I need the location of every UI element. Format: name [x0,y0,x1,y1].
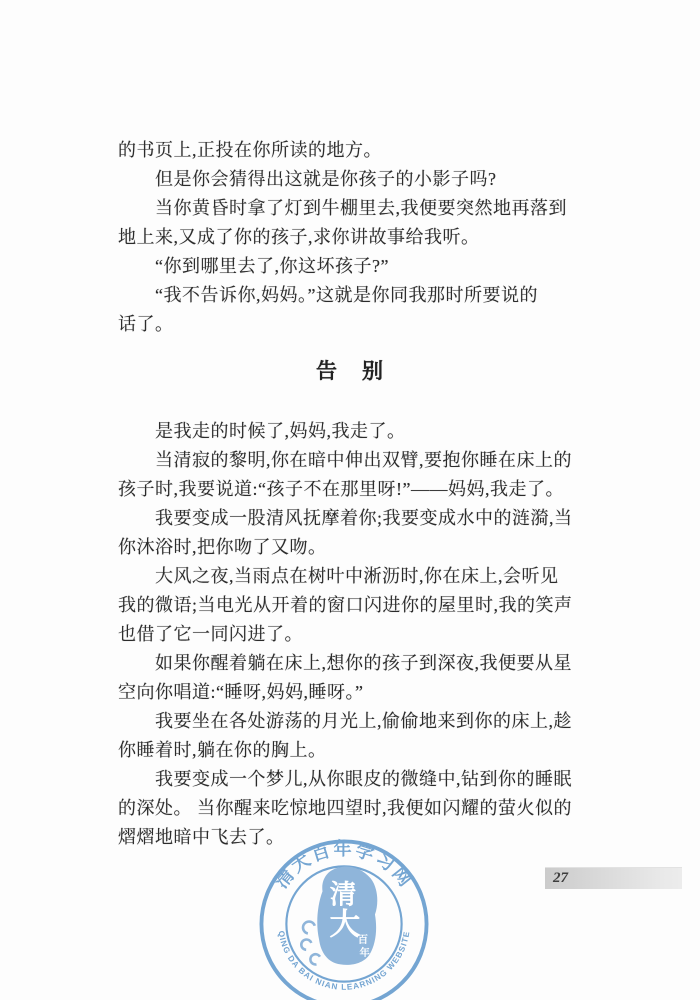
text-line: 空向你唱道:“睡呀,妈妈,睡呀。” [118,682,364,702]
text-line: 当清寂的黎明,你在暗中伸出双臂,要抱你睡在床上的 [155,450,572,470]
text-line: 孩子时,我要说道:“孩子不在那里呀!”——妈妈,我走了。 [118,479,564,499]
seal-main-char-2: 大 [329,906,361,942]
text-line: 你沐浴时,把你吻了又吻。 [118,537,327,557]
text-line: 我要变成一股清风抚摩着你;我要变成水中的涟漪,当 [155,508,573,528]
text-block-before-title [118,136,588,339]
text-line: 当你黄昏时拿了灯到牛棚里去,我便要突然地再落到 [155,198,567,218]
text-line: “我不告诉你,妈妈。”这就是你同我那时所要说的 [155,285,538,305]
page-number: 27 [553,870,568,886]
text-line: 是我走的时候了,妈妈,我走了。 [155,421,406,441]
text-line: 话了。 [118,314,174,334]
seal-english-arc-text: QING DA BAI NIAN LEARNING WEBSITE [276,930,412,992]
watermark-stamp [258,838,430,1000]
text-line: “你到哪里去了,你这坏孩子?” [155,256,389,276]
text-line: 也借了它一同闪进了。 [118,624,303,644]
text-line: 我要坐在各处游荡的月光上,偷偷地来到你的床上,趁 [155,711,572,731]
text-line: 我的微语;当电光从开着的窗口闪进你的屋里时,我的笑声 [118,595,573,615]
seal-chinese-arc-text: 清大百年学习网 [271,839,417,892]
text-line: 如果你醒着躺在床上,想你的孩子到深夜,我便要从星 [155,653,572,673]
text-line: 你睡着时,躺在你的胸上。 [118,740,327,760]
text-line: 的深处。 当你醒来吃惊地四望时,我便如闪耀的萤火似的 [118,798,572,818]
seal-icon [258,838,430,1000]
text-block-after-title [118,417,588,852]
text-line: 熠熠地暗中飞去了。 [118,827,285,847]
seal-sub-char-2: 年 [359,947,370,959]
page-number-bar [545,867,682,889]
text-line: 地上来,又成了你的孩子,求你讲故事给我听。 [118,227,480,247]
text-line: 但是你会猜得出这就是你孩子的小影子吗? [155,169,497,189]
seal-cloud-swirls [301,922,320,965]
text-line: 的书页上,正投在你所读的地方。 [118,140,382,160]
seal-sub-char-1: 百 [357,934,369,946]
text-line: 我要变成一个梦儿,从你眼皮的微缝中,钻到你的睡眠 [155,769,572,789]
poem-title: 告 别 [316,359,385,383]
text-line: 大风之夜,当雨点在树叶中淅沥时,你在床上,会听见 [155,566,559,586]
seal-main-char-1: 清 [329,879,357,910]
